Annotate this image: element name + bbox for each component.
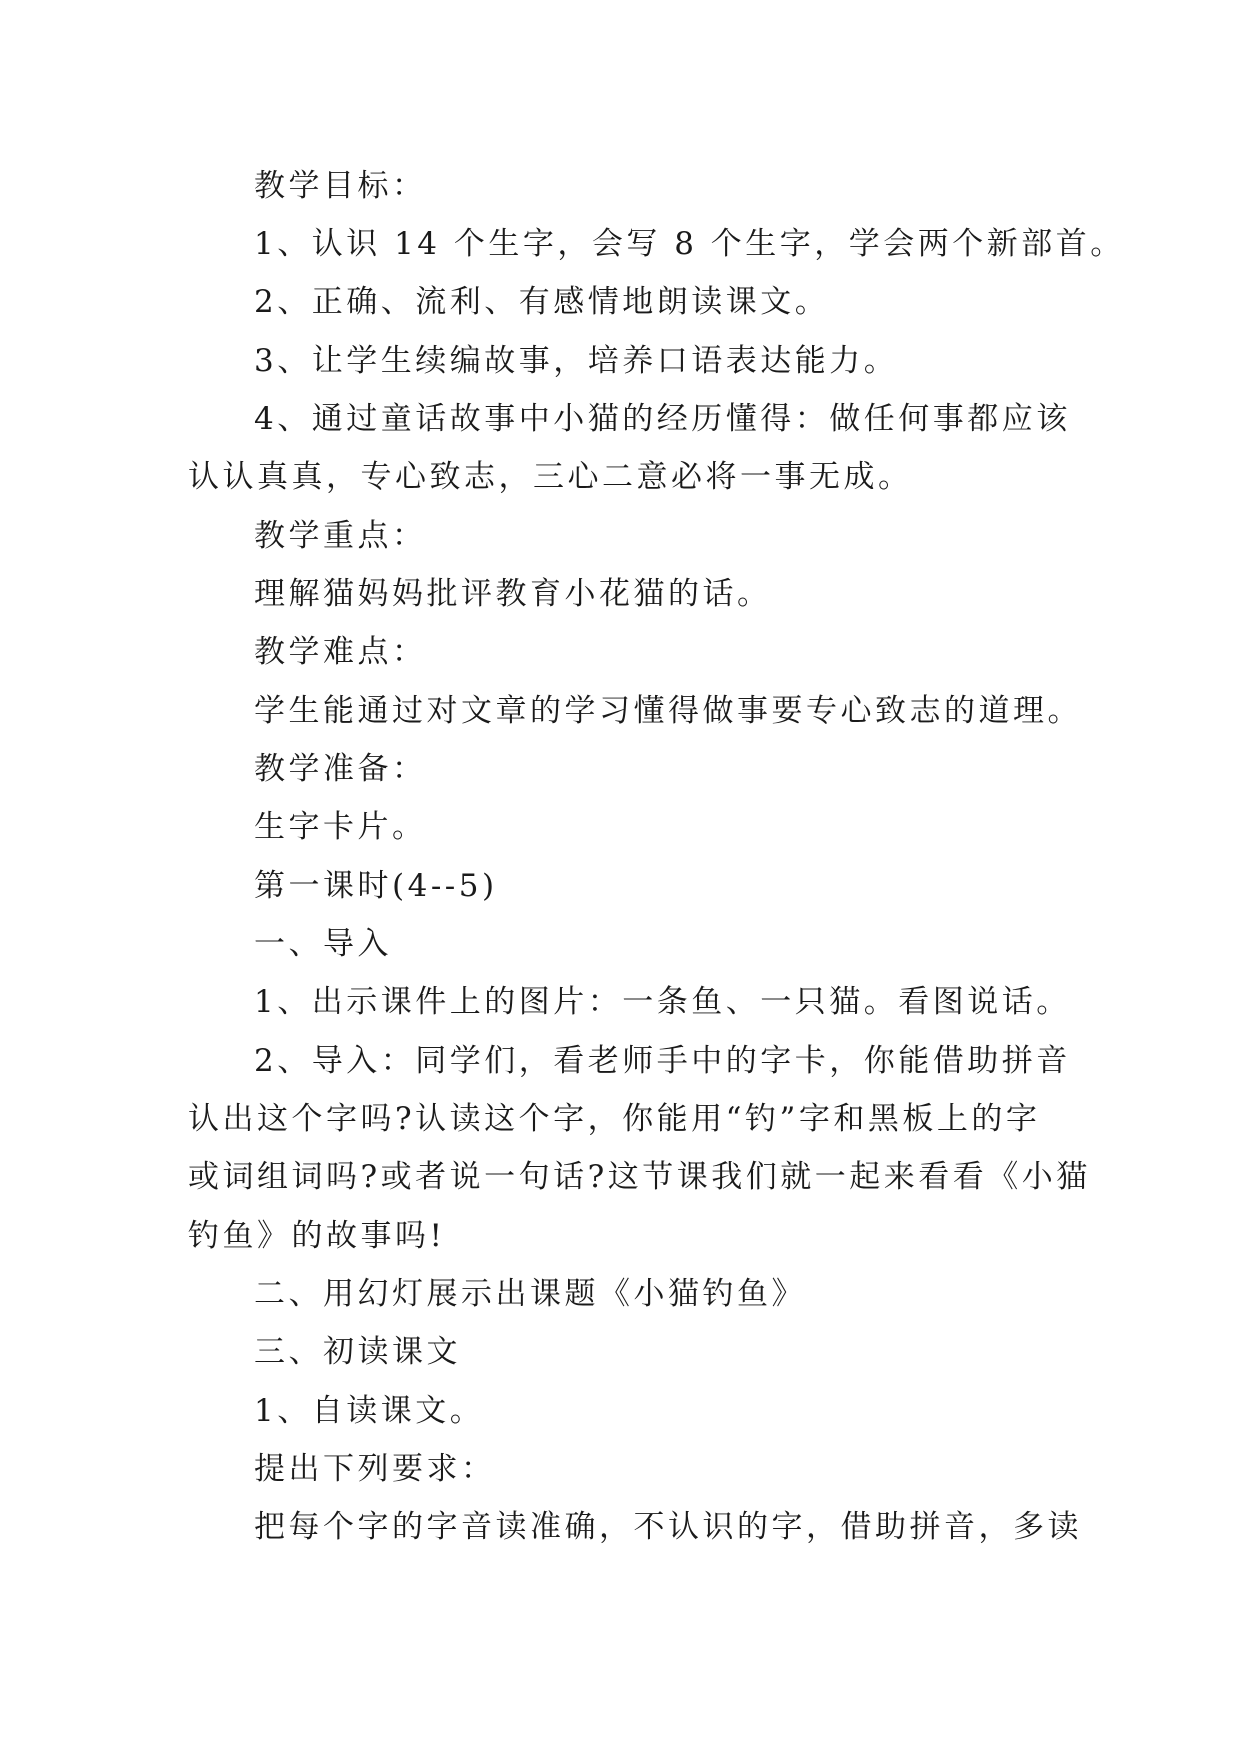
reading-step-1: 1、自读课文。 [254, 1393, 485, 1429]
intro-step-2-cont-3: 钓鱼》的故事吗! [188, 1218, 446, 1254]
intro-step-1: 1、出示课件上的图片：一条鱼、一只猫。看图说话。 [254, 984, 1071, 1020]
requirements-heading: 提出下列要求： [254, 1451, 496, 1487]
requirements-text: 把每个字的字音读准确，不认识的字，借助拼音，多读 [254, 1509, 1082, 1545]
objective-item-4: 4、通过童话故事中小猫的经历懂得：做任何事都应该 [254, 401, 1071, 437]
section-heading-preparation: 教学准备： [254, 751, 427, 787]
section-heading-first-reading: 三、初读课文 [254, 1334, 461, 1370]
section-heading-title-display: 二、用幻灯展示出课题《小猫钓鱼》 [254, 1276, 806, 1312]
objective-item-2: 2、正确、流利、有感情地朗读课文。 [254, 284, 830, 320]
intro-step-2: 2、导入：同学们，看老师手中的字卡，你能借助拼音 [254, 1043, 1071, 1079]
section-heading-intro: 一、导入 [254, 926, 392, 962]
objective-item-1: 1、认识 14 个生字，会写 8 个生字，学会两个新部首。 [254, 226, 1125, 262]
intro-step-2-cont-2: 或词组词吗?或者说一句话?这节课我们就一起来看看《小猫 [188, 1159, 1091, 1195]
section-heading-objectives: 教学目标： [254, 168, 427, 204]
key-points-text: 理解猫妈妈批评教育小花猫的话。 [254, 576, 772, 612]
section-heading-key-points: 教学重点： [254, 518, 427, 554]
section-heading-difficulties: 教学难点： [254, 634, 427, 670]
lesson-period-heading: 第一课时(4--5) [254, 868, 498, 904]
difficulties-text: 学生能通过对文章的学习懂得做事要专心致志的道理。 [254, 693, 1082, 729]
intro-step-2-cont-1: 认出这个字吗?认读这个字，你能用“钓”字和黑板上的字 [188, 1101, 1041, 1137]
objective-item-4-cont: 认认真真，专心致志，三心二意必将一事无成。 [188, 459, 913, 495]
preparation-text: 生字卡片。 [254, 809, 427, 845]
objective-item-3: 3、让学生续编故事，培养口语表达能力。 [254, 343, 899, 379]
